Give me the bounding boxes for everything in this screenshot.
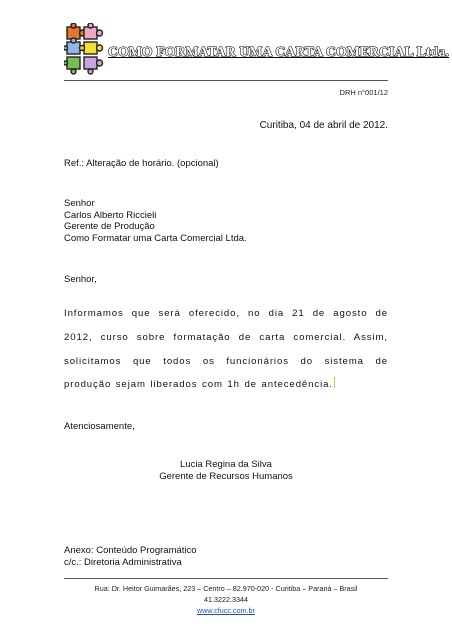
recipient-title: Gerente de Produção <box>64 221 155 233</box>
footer-website-container <box>64 605 388 616</box>
letter-body-text: Informamos que será oferecido, no dia 21 de agosto de 2012, curso sobre formatação de carta comercial. Assim, solicitamos que todos os funcionários do sistema de produção sejam liberados com 1h de antecedência. <box>64 308 388 391</box>
footer-address: Rua: Dr. Heitor Guimarães, 223 – Centro – 82.970-020 - Curitiba – Paraná – Brasil <box>94 584 358 593</box>
footer-website-link[interactable]: www.cfucc.com.br <box>197 606 255 616</box>
signature-title: Gerente de Recursos Humanos <box>159 471 293 482</box>
annex-line: Anexo: Conteúdo Programático <box>64 545 197 556</box>
recipient-name: Carlos Alberto Riccieli <box>64 209 157 221</box>
subject-line: Ref.: Alteração de horário. (opcional) <box>64 158 219 169</box>
company-title: COMO FORMATAR UMA CARTA COMERCIAL Ltda. <box>108 44 450 59</box>
text-cursor <box>334 377 338 388</box>
document-reference: DRH n°001/12 <box>339 88 388 97</box>
header-divider <box>64 80 388 81</box>
greeting: Senhor, <box>64 274 97 285</box>
footer-divider <box>64 578 388 579</box>
cc-line: c/c.: Diretoria Administrativa <box>64 556 182 568</box>
recipient-salutation: Senhor <box>64 198 95 209</box>
signature-name: Lucia Regina da Silva <box>180 459 272 470</box>
recipient-company: Como Formatar uma Carta Comercial Ltda. <box>64 232 247 244</box>
letter-body <box>64 302 388 397</box>
puzzle-pieces-icon <box>64 23 104 75</box>
closing: Atenciosamente, <box>64 421 135 432</box>
footer-phone: 41.3222.3344 <box>204 595 248 605</box>
date-line: Curitiba, 04 de abril de 2012. <box>259 120 388 131</box>
